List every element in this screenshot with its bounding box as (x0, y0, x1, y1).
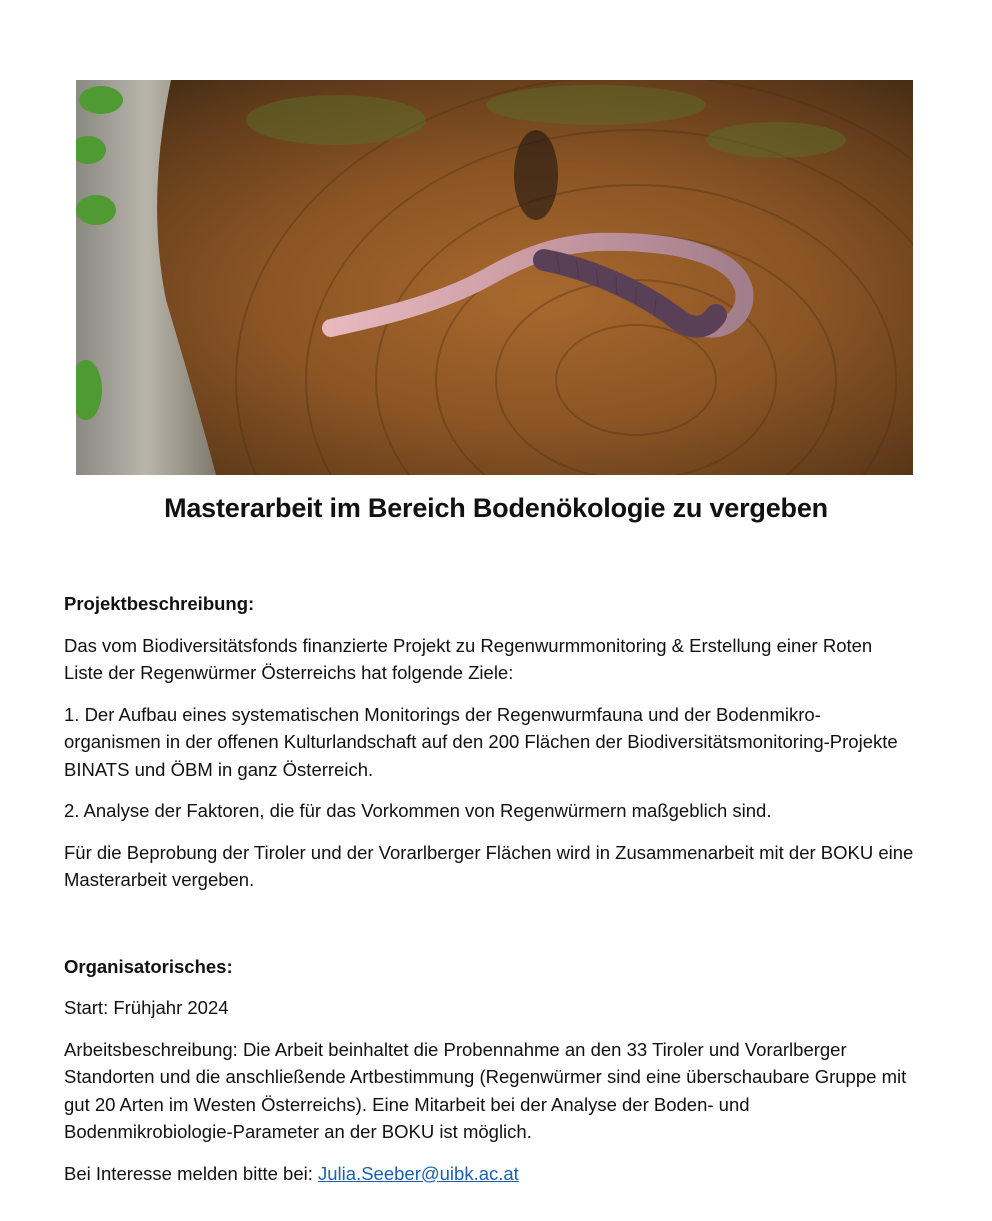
start-date-line: Start: Frühjahr 2024 (64, 997, 229, 1018)
goal-2-paragraph: 2. Analyse der Faktoren, die für das Vorkommen von Regenwürmern maßgeblich sind. (64, 800, 772, 821)
project-intro-paragraph: Das vom Biodiversitätsfonds finanzierte Projekt zu Regenwurmmonitoring & Erstellung einer Roten Liste der Regenwürmer Österreichs hat folgende Ziele: (64, 634, 873, 683)
section-heading-projektbeschreibung: Projektbeschreibung: (64, 593, 255, 614)
section-spacer (64, 908, 914, 953)
contact-line (64, 1160, 914, 1188)
page-title: Masterarbeit im Bereich Bodenökologie zu vergeben (164, 493, 828, 523)
section-heading-organisatorisches: Organisatorisches: (64, 955, 233, 977)
contact-prefix: Bei Interesse melden bitte bei: (64, 1162, 319, 1184)
project-closing-paragraph: Für die Beprobung der Tiroler und der Vorarlberger Flächen wird in Zusammenarbeit mit der BOKU eine Masterarbeit vergeben. (64, 841, 914, 890)
goal-1-paragraph: 1. Der Aufbau eines systematischen Monitorings der Regenwurmfauna und der Bodenmikro-organismen in der offenen Kulturlandschaft auf den 200 Flächen der Biodiversitätsmonitoring-Projekte BINATS und ÖBM in ganz Österreich. (64, 703, 898, 780)
contact-email-link[interactable]: Julia.Seeber@uibk.ac.at (318, 1162, 519, 1184)
document-body (64, 590, 914, 1201)
work-description-paragraph: Arbeitsbeschreibung: Die Arbeit beinhaltet die Probennahme an den 33 Tiroler und Vorarlberger Standorten und die anschließende Artbestimmung (Regenwürmer sind eine überschaubare Gruppe mit gut 20 Arten im Westen Österreichs). Eine Mitarbeit bei der Analyse der Boden- und Bodenmikrobiologie-Parameter an der BOKU ist möglich. (64, 1038, 907, 1142)
earthworm-illustration (76, 80, 913, 475)
earthworm-photo (76, 80, 913, 475)
